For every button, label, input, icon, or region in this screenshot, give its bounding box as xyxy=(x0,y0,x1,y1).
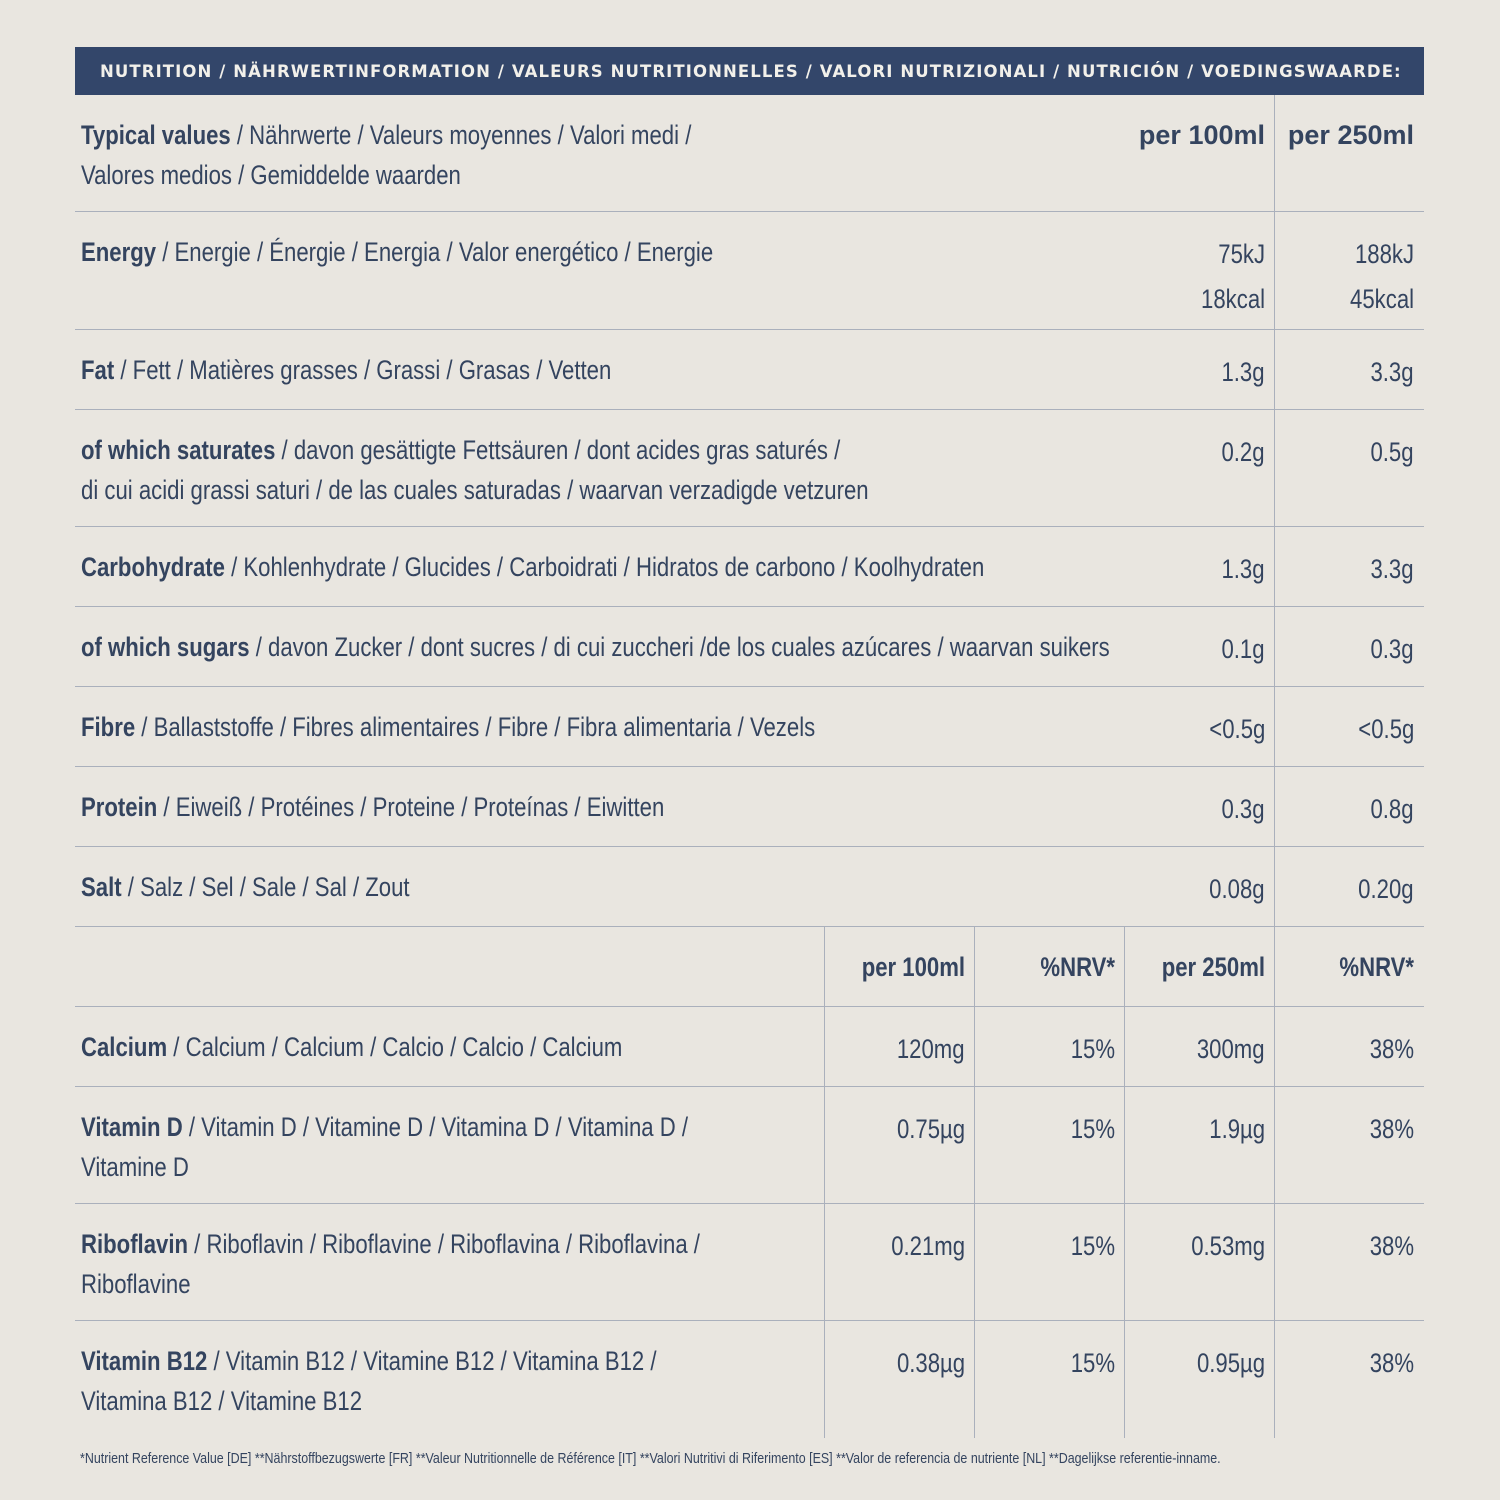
nutrient-label xyxy=(81,232,852,272)
column-divider xyxy=(1124,927,1125,1006)
banner-title: NUTRITION / NÄHRWERTINFORMATION / VALEURS NUTRITIONNELLES / VALORI NUTRIZIONALI / NUTRICIÓN / VOEDINGSWAARDE: xyxy=(100,61,1402,81)
column-divider xyxy=(824,1204,825,1320)
value-per-100ml-text: <0.5g xyxy=(1208,714,1265,744)
column-divider xyxy=(1274,1321,1275,1438)
value-per-100ml-text: 0.08g xyxy=(1209,874,1265,904)
column-divider xyxy=(1274,330,1275,409)
typical-values-rest: / Nährwerte / Valeurs moyennes / Valori medi / xyxy=(230,120,692,150)
nutrient-name-bold: Calcium xyxy=(81,1032,168,1062)
nutrient-label xyxy=(81,350,728,390)
vitamin-value xyxy=(825,1107,975,1152)
nutrient-name-translations: / Kohlenhydrate / Glucides / Carboidrati / Hidratos de carbono / Koolhydraten xyxy=(224,552,985,582)
nutrient-label xyxy=(81,1107,821,1187)
nutrient-label-text xyxy=(81,547,984,587)
nutrient-row xyxy=(75,212,1424,330)
value-per-250ml-text: 0.8g xyxy=(1370,794,1414,824)
vitamin-col-header xyxy=(1275,947,1424,987)
vitamin-value xyxy=(975,1027,1125,1072)
nutrient-label-text xyxy=(81,1341,657,1381)
vitamin-value-text: 0.75µg xyxy=(896,1114,965,1144)
column-divider xyxy=(974,1204,975,1320)
column-divider xyxy=(1274,687,1275,766)
nutrient-name-bold: Protein xyxy=(81,792,158,822)
nutrient-row xyxy=(75,687,1424,767)
nutrient-name-translations: / Eiweiß / Protéines / Proteine / Proteínas / Eiwitten xyxy=(157,792,665,822)
value-per-250ml xyxy=(1275,547,1424,592)
value-per-250ml xyxy=(1275,350,1424,395)
nutrient-label-text xyxy=(81,1224,700,1264)
vitamin-value xyxy=(1275,1107,1424,1152)
vitamin-table xyxy=(75,927,1424,1438)
nutrient-name-bold: of which sugars xyxy=(81,632,250,662)
nutrient-label-text xyxy=(81,627,1110,667)
typical-values-text xyxy=(81,115,691,155)
nutrient-name-translations: / Calcium / Calcium / Calcio / Calcio / Calcium xyxy=(167,1032,623,1062)
nutrient-label-text xyxy=(81,350,611,390)
nutrient-label xyxy=(81,1027,741,1067)
vitamin-value xyxy=(1275,1224,1424,1269)
value-per-100ml-kcal: 18kcal xyxy=(1201,284,1265,314)
value-per-100ml-text: 1.3g xyxy=(1221,554,1265,584)
nutrient-label xyxy=(81,547,1183,587)
value-per-100ml-text: 0.3g xyxy=(1221,794,1265,824)
nutrition-panel xyxy=(75,47,1424,1438)
nutrient-name-translations: / davon Zucker / dont sucres / di cui zuccheri /de los cuales azúcares / waarvan suikers xyxy=(249,632,1110,662)
column-divider xyxy=(1274,1007,1275,1086)
col-header-per-250ml: per 250ml xyxy=(1287,120,1414,150)
nutrient-label-text xyxy=(81,232,713,272)
value-per-250ml-text: <0.5g xyxy=(1357,714,1414,744)
vitamin-value-text: 300mg xyxy=(1197,1034,1265,1064)
column-divider xyxy=(1274,527,1275,606)
nutrient-label xyxy=(81,787,792,827)
nutrient-name-translations: / Energie / Énergie / Energia / Valor energético / Energie xyxy=(156,237,714,267)
vitamin-value xyxy=(1275,1027,1424,1072)
nutrient-row xyxy=(75,767,1424,847)
column-divider xyxy=(1274,847,1275,926)
vitamin-row xyxy=(75,1204,1424,1321)
vitamin-value-text: 15% xyxy=(1070,1231,1115,1261)
column-divider xyxy=(1274,1204,1275,1320)
vitamin-col-header xyxy=(825,947,975,987)
nutrient-label-text xyxy=(81,430,840,470)
main-table-header-row xyxy=(75,95,1424,212)
value-per-250ml xyxy=(1275,627,1424,672)
nutrient-name-bold: Fibre xyxy=(81,712,136,742)
vitamin-value-text: 0.95µg xyxy=(1196,1348,1265,1378)
vitamin-value xyxy=(975,1224,1125,1269)
value-per-100ml-text: 0.1g xyxy=(1221,634,1265,664)
vitamin-value-text: 38% xyxy=(1369,1034,1414,1064)
vitamin-col-header-text: per 100ml xyxy=(861,952,965,982)
nutrient-row xyxy=(75,527,1424,607)
col-header-per-100ml: per 100ml xyxy=(1138,120,1265,150)
column-divider xyxy=(1274,410,1275,526)
nutrient-name-translations: / Ballaststoffe / Fibres alimentaires / Fibre / Fibra alimentaria / Vezels xyxy=(135,712,816,742)
nutrient-name-bold: Vitamin B12 xyxy=(81,1346,208,1376)
vitamin-row xyxy=(75,1321,1424,1438)
column-divider xyxy=(1274,1087,1275,1203)
vitamin-row xyxy=(75,1007,1424,1087)
typical-values-label xyxy=(81,115,825,195)
column-divider xyxy=(974,927,975,1006)
nutrient-row xyxy=(75,410,1424,527)
vitamin-col-header xyxy=(1125,947,1275,987)
nrv-footnote: *Nutrient Reference Value [DE] **Nährstoffbezugswerte [FR] **Valeur Nutritionnelle de Référence [IT] **Valori Nutritivi di Riferimento [ES] **Valor de referencia de nutriente [NL] **Dagelijkse referentie-inname. xyxy=(80,1450,1221,1467)
vitamin-value xyxy=(825,1341,975,1386)
value-per-250ml-text: 0.20g xyxy=(1358,874,1414,904)
nutrient-name-translations: / Riboflavin / Riboflavine / Riboflavina / Riboflavina / xyxy=(188,1229,700,1259)
value-per-100ml xyxy=(1125,430,1275,475)
nutrient-label xyxy=(81,1224,836,1304)
nutrient-label-text xyxy=(81,707,815,747)
vitamin-value-text: 120mg xyxy=(897,1034,965,1064)
vitamin-value-text: 15% xyxy=(1070,1348,1115,1378)
value-per-250ml xyxy=(1275,430,1424,475)
nutrient-name-translations: / Salz / Sel / Sale / Sal / Zout xyxy=(121,872,410,902)
nutrient-name-translations: / Vitamin B12 / Vitamine B12 / Vitamina B12 / xyxy=(207,1346,657,1376)
vitamin-value xyxy=(1125,1107,1275,1152)
nutrient-label xyxy=(81,707,976,747)
column-divider xyxy=(1124,1007,1125,1086)
vitamin-value-text: 15% xyxy=(1070,1114,1115,1144)
nutrient-label xyxy=(81,867,482,907)
value-per-100ml xyxy=(1125,627,1275,672)
value-per-250ml-text: 3.3g xyxy=(1370,357,1414,387)
main-nutrition-table xyxy=(75,95,1424,927)
column-divider xyxy=(1274,927,1275,1006)
value-per-250ml xyxy=(1275,867,1424,912)
nutrient-name-bold: Riboflavin xyxy=(81,1229,189,1259)
nutrient-row xyxy=(75,847,1424,927)
column-divider xyxy=(974,1321,975,1438)
vitamin-value-text: 38% xyxy=(1369,1114,1414,1144)
column-divider xyxy=(824,1087,825,1203)
vitamin-value xyxy=(1275,1341,1424,1386)
vitamin-value-text: 38% xyxy=(1369,1348,1414,1378)
nutrient-name-line2: Riboflavine xyxy=(81,1269,191,1299)
value-per-250ml xyxy=(1275,787,1424,832)
value-per-250ml xyxy=(1275,707,1424,752)
nutrient-name-translations: / Fett / Matières grasses / Grassi / Grasas / Vetten xyxy=(114,355,612,385)
nutrient-row xyxy=(75,607,1424,687)
nutrient-row xyxy=(75,330,1424,410)
value-per-100ml xyxy=(1125,707,1275,752)
column-divider xyxy=(1124,1204,1125,1320)
vitamin-col-header xyxy=(975,947,1125,987)
nutrient-name-bold: Fat xyxy=(81,355,115,385)
value-per-250ml-text: 188kJ xyxy=(1354,239,1414,269)
column-divider xyxy=(1274,767,1275,846)
nutrient-label-text xyxy=(81,1107,688,1147)
vitamin-value xyxy=(825,1027,975,1072)
nutrient-name-translations: / Vitamin D / Vitamine D / Vitamina D / Vitamina D / xyxy=(182,1112,689,1142)
value-per-250ml-kcal: 45kcal xyxy=(1350,284,1414,314)
nutrient-label-text xyxy=(81,867,410,907)
nutrient-name-bold: Salt xyxy=(81,872,122,902)
vitamin-value-text: 1.9µg xyxy=(1209,1114,1265,1144)
nutrition-banner xyxy=(75,47,1424,95)
column-divider xyxy=(824,1007,825,1086)
nutrient-label xyxy=(81,1341,783,1421)
value-per-100ml xyxy=(1125,867,1275,912)
column-divider xyxy=(1274,607,1275,686)
nutrient-name-line2: Vitamine D xyxy=(81,1152,189,1182)
value-per-100ml-text: 75kJ xyxy=(1218,239,1265,269)
value-per-250ml-text: 3.3g xyxy=(1370,554,1414,584)
vitamin-value xyxy=(1125,1224,1275,1269)
vitamin-header-row xyxy=(75,927,1424,1007)
vitamin-value xyxy=(975,1107,1125,1152)
vitamin-row xyxy=(75,1087,1424,1204)
column-divider xyxy=(974,1087,975,1203)
nutrient-label-text xyxy=(81,1027,622,1067)
nutrient-name-bold: of which saturates xyxy=(81,435,276,465)
column-divider xyxy=(824,927,825,1006)
value-per-100ml xyxy=(1125,232,1275,322)
nutrient-name-translations: / davon gesättigte Fettsäuren / dont acides gras saturés / xyxy=(275,435,841,465)
column-divider xyxy=(824,1321,825,1438)
vitamin-value xyxy=(825,1224,975,1269)
typical-values-line2: Valores medios / Gemiddelde waarden xyxy=(81,160,461,190)
typical-values-bold: Typical values xyxy=(81,120,231,150)
vitamin-value xyxy=(975,1341,1125,1386)
nutrient-name-line2: di cui acidi grassi saturi / de las cuales saturadas / waarvan verzadigde vetzuren xyxy=(81,475,869,505)
nutrient-name-bold: Energy xyxy=(81,237,157,267)
nutrient-label xyxy=(81,430,1042,510)
vitamin-value-text: 15% xyxy=(1070,1034,1115,1064)
nutrient-label-text xyxy=(81,787,664,827)
value-per-100ml xyxy=(1125,547,1275,592)
value-per-100ml xyxy=(1125,787,1275,832)
column-divider xyxy=(1124,1321,1125,1438)
nutrient-name-line2: Vitamina B12 / Vitamine B12 xyxy=(81,1386,363,1416)
vitamin-col-header-text: %NRV* xyxy=(1339,952,1414,982)
vitamin-value-text: 0.38µg xyxy=(896,1348,965,1378)
value-per-100ml-text: 0.2g xyxy=(1221,437,1265,467)
value-per-250ml-text: 0.3g xyxy=(1370,634,1414,664)
value-per-250ml xyxy=(1275,232,1424,322)
vitamin-value-text: 38% xyxy=(1369,1231,1414,1261)
nutrient-name-bold: Carbohydrate xyxy=(81,552,225,582)
value-per-250ml-text: 0.5g xyxy=(1370,437,1414,467)
value-per-100ml-text: 1.3g xyxy=(1221,357,1265,387)
value-per-100ml xyxy=(1125,350,1275,395)
nutrient-name-bold: Vitamin D xyxy=(81,1112,183,1142)
vitamin-value xyxy=(1125,1027,1275,1072)
column-divider xyxy=(1274,212,1275,329)
vitamin-value-text: 0.53mg xyxy=(1191,1231,1265,1261)
vitamin-col-header-text: %NRV* xyxy=(1040,952,1115,982)
column-divider xyxy=(1274,95,1275,211)
column-divider xyxy=(974,1007,975,1086)
vitamin-col-header-text: per 250ml xyxy=(1161,952,1265,982)
column-divider xyxy=(1124,1087,1125,1203)
vitamin-value xyxy=(1125,1341,1275,1386)
vitamin-value-text: 0.21mg xyxy=(891,1231,965,1261)
